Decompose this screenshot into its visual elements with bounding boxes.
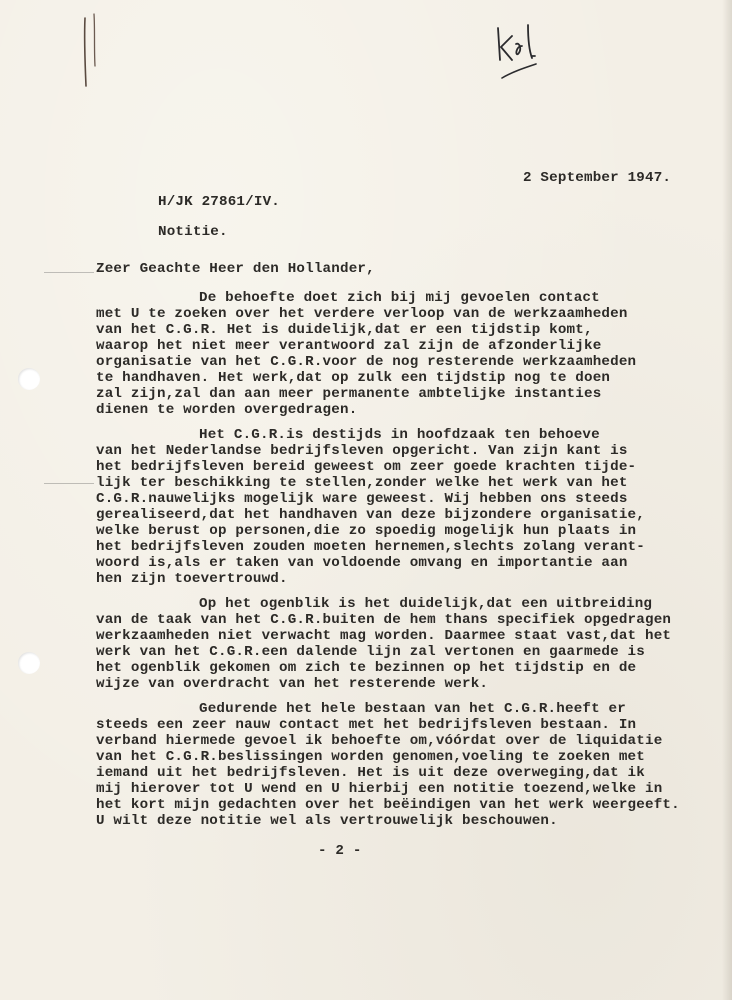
paragraph-3-line: werk van het C.G.R.een dalende lijn zal vertonen en gaarmede is bbox=[96, 644, 645, 660]
paragraph-4-line: verband hiermede gevoel ik behoefte om,vóórdat over de liquidatie bbox=[96, 733, 663, 749]
paragraph-2-line: woord is,als er taken van voldoende omvang en importantie aan bbox=[96, 555, 628, 571]
paragraph-1-line: van het C.G.R. Het is duidelijk,dat er een tijdstip komt, bbox=[96, 322, 593, 338]
scan-line bbox=[44, 483, 94, 484]
paragraph-1-line: met U te zoeken over het verdere verloop van de werkzaamheden bbox=[96, 306, 628, 322]
date: 2 September 1947. bbox=[523, 170, 672, 186]
paragraph-2-line: hen zijn toevertrouwd. bbox=[96, 571, 288, 587]
paragraph-2-line: van het Nederlandse bedrijfsleven opgericht. Van zijn kant is bbox=[96, 443, 628, 459]
handwritten-initials bbox=[488, 20, 548, 85]
paragraph-3-line: Op het ogenblik is het duidelijk,dat een uitbreiding bbox=[199, 596, 653, 612]
page-number: - 2 - bbox=[318, 843, 362, 859]
paragraph-2-line: Het C.G.R.is destijds in hoofdzaak ten behoeve bbox=[199, 427, 600, 443]
page-edge-shadow bbox=[722, 0, 732, 1000]
punch-hole-top bbox=[18, 368, 40, 390]
paragraph-3-line: werkzaamheden niet verwacht mag worden. Daarmee staat vast,dat het bbox=[96, 628, 672, 644]
paragraph-4-line: steeds een zeer nauw contact met het bedrijfsleven bestaan. In bbox=[96, 717, 637, 733]
paragraph-1-line: te handhaven. Het werk,dat op zulk een tijdstip nog te doen bbox=[96, 370, 611, 386]
paragraph-4-line: Gedurende het hele bestaan van het C.G.R.heeft er bbox=[199, 701, 626, 717]
paragraph-3-line: van de taak van het C.G.R.buiten de hem thans specifiek opgedragen bbox=[96, 612, 672, 628]
paragraph-2-line: welke berust op personen,die zo spoedig mogelijk hun plaats in bbox=[96, 523, 637, 539]
paragraph-4-line: het kort mijn gedachten over het beëindigen van het werk weergeeft. bbox=[96, 797, 680, 813]
paragraph-4-line: van het C.G.R.beslissingen worden genomen,voeling te zoeken met bbox=[96, 749, 645, 765]
paragraph-4-line: mij hierover tot U wend en U hierbij een notitie toezend,welke in bbox=[96, 781, 663, 797]
document-title: Notitie. bbox=[158, 224, 228, 240]
paragraph-2-line: gerealiseerd,dat het handhaven van deze bijzondere organisatie, bbox=[96, 507, 645, 523]
paragraph-2-line: het bedrijfsleven zouden moeten hernemen,slechts zolang verant- bbox=[96, 539, 645, 555]
paragraph-2-line: lijk ter beschikking te stellen,zonder welke het werk van het bbox=[96, 475, 628, 491]
paragraph-4-line: U wilt deze notitie wel als vertrouwelijk beschouwen. bbox=[96, 813, 558, 829]
paragraph-3-line: wijze van overdracht van het resterende werk. bbox=[96, 676, 489, 692]
scan-line bbox=[44, 272, 94, 273]
punch-hole-bottom bbox=[18, 652, 40, 674]
paragraph-1-line: dienen te worden overgedragen. bbox=[96, 402, 358, 418]
reference-number: H/JK 27861/IV. bbox=[158, 194, 280, 210]
paragraph-1-line: waarop het niet meer verantwoord zal zijn de afzonderlijke bbox=[96, 338, 602, 354]
paragraph-3-line: het ogenblik gekomen om zich te bezinnen op het tijdstip en de bbox=[96, 660, 637, 676]
paragraph-2-line: C.G.R.nauwelijks mogelijk ware geweest. Wij hebben ons steeds bbox=[96, 491, 628, 507]
pencil-mark bbox=[76, 8, 106, 90]
paragraph-4-line: iemand uit het bedrijfsleven. Het is uit deze overweging,dat ik bbox=[96, 765, 645, 781]
paragraph-1-line: zal zijn,zal dan aan meer permanente ambtelijke instanties bbox=[96, 386, 602, 402]
salutation: Zeer Geachte Heer den Hollander, bbox=[96, 261, 375, 277]
paragraph-1-line: De behoefte doet zich bij mij gevoelen contact bbox=[199, 290, 600, 306]
paragraph-1-line: organisatie van het C.G.R.voor de nog resterende werkzaamheden bbox=[96, 354, 637, 370]
paragraph-2-line: het bedrijfsleven bereid geweest om zeer goede krachten tijde- bbox=[96, 459, 637, 475]
